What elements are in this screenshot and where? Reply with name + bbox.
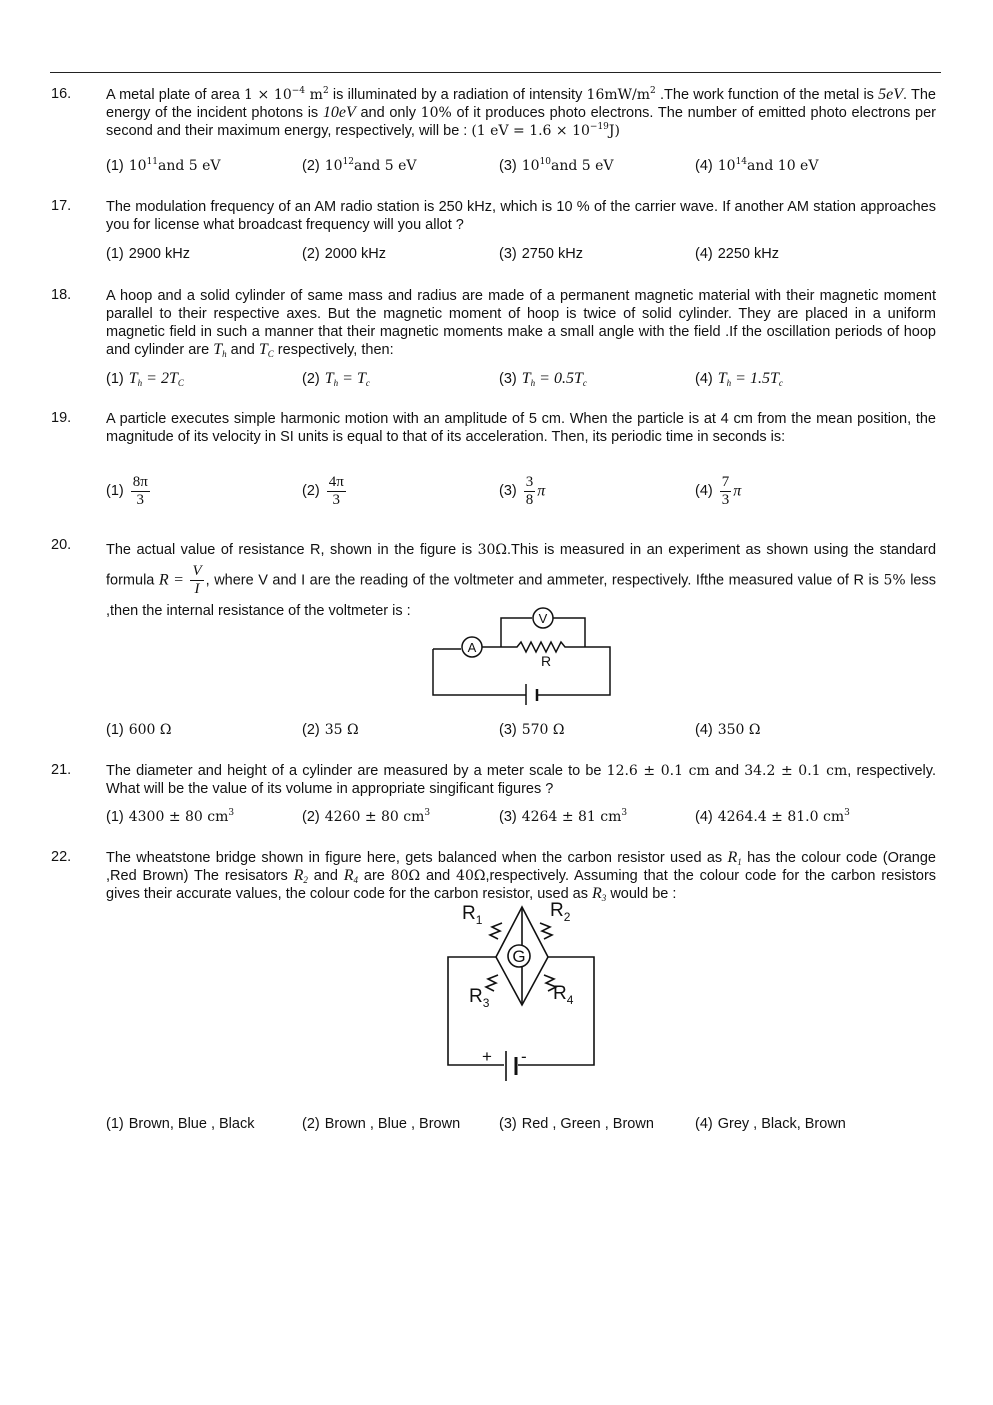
question-text: A particle executes simple harmonic motion with an amplitude of 5 cm. When the particle is at 4 cm from the mean position, the magnitude of its velocity in SI units is equal to that of its acceleration. Then, its periodic time in seconds is: <box>106 411 936 445</box>
option-2[interactable]: (2) 4260 ± 80 $cm^3$ <box>302 808 431 825</box>
resistor-r1-zigzag <box>490 923 502 939</box>
option-4[interactable]: (4) $T_h = 1.5T_c$ <box>695 370 783 388</box>
option-3[interactable]: (3) $10^{10}and$ 5 eV <box>499 157 614 174</box>
question-text: A hoop and a solid cylinder of same mass and radius are made of a permanent magnetic material with their magnetic moment parallel to their respective axes. But the magnetic moment of hoop is twice of solid cylinder. They are placed in a uniform magnetic field in such a manner that their magnetic moments make a small angle with the field .If the oscillation periods of hoop and cylinder are $T_h$ and $T_C$ respectively, then: <box>106 288 936 359</box>
option-1[interactable]: (1) $\frac{8\pi}{3}$ <box>106 474 148 508</box>
option-4[interactable]: (4) $10^{14}and$ 10 eV <box>695 157 819 174</box>
option-3[interactable]: (3) Red , Green , Brown <box>499 1116 654 1132</box>
label-minus: - <box>521 1047 527 1066</box>
option-4[interactable]: (4) 350 Ω <box>695 722 761 738</box>
options <box>106 1116 936 1140</box>
option-2[interactable]: (2) $T_h = T_c$ <box>302 370 370 388</box>
voltmeter-label: V <box>538 611 548 626</box>
label-plus: + <box>482 1047 492 1066</box>
option-1[interactable]: (1) $T_h = 2T_C$ <box>106 370 184 388</box>
option-1[interactable]: (1) 600 Ω <box>106 722 172 738</box>
option-4[interactable]: (4) $\frac{7}{3}$ π <box>695 474 742 508</box>
wire <box>433 649 526 695</box>
question-text: A metal plate of area $1 \times 10^{-4}$ $m^2$ is illuminated by a radiation of intensity $16mW/m^2$ .The work function of the metal is 5eV. The energy of the incident photons is 10eV and only 10% of it produces photo electrons. The number of emitted photo electrons per second and their maximum energy, respectively, will be : (1 eV = $1.6 \times 10^{-19}J$) <box>106 86 937 139</box>
question-text: The modulation frequency of an AM radio station is 250 kHz, which is 10 % of the carrier wave. If another AM station approaches you for license what broadcast frequency will you allot ? <box>106 199 936 233</box>
options <box>106 158 936 182</box>
wire-right <box>518 957 594 1065</box>
wire <box>501 618 532 647</box>
question-text: The actual value of resistance R, shown in the figure is 30Ω.This is measured in an experiment as shown using the standard formula R = $\frac{V}{I}$ , where V and I are the reading of the voltmeter and ammeter, respectively. Ifthe measured value of R is 5% less ,then the internal resistance of the voltmeter is : <box>106 542 937 619</box>
question-number: 21. <box>51 762 72 778</box>
options <box>106 370 936 394</box>
ammeter-label: A <box>467 640 477 655</box>
option-3[interactable]: (3) $\frac{3}{8}$ π <box>499 474 546 508</box>
options <box>106 809 936 833</box>
question-number: 18. <box>51 287 72 303</box>
options <box>106 474 936 516</box>
options <box>106 722 936 746</box>
question-number: 19. <box>51 410 72 426</box>
voltmeter-ammeter-circuit-diagram <box>425 605 620 705</box>
option-4[interactable]: (4) 4264.4 ± 81.0 $cm^3$ <box>695 808 850 825</box>
option-2[interactable]: (2) Brown , Blue , Brown <box>302 1116 461 1132</box>
option-1[interactable]: (1) $10^{11}and$ 5 eV <box>106 157 221 174</box>
option-1[interactable]: (1) 4300 ± 80 $cm^3$ <box>106 808 235 825</box>
question-text: The wheatstone bridge shown in figure here, gets balanced when the carbon resistor used as $R_1$ has the colour code (Orange ,Red Brown) The resisators $R_2$ and $R_4$ are 80Ω and 40Ω,respectively. Assuming that the colour code for the carbon resistors gives their accurate values, the colour code for the carbon resistor, used as $R_3$ would be : <box>106 849 937 903</box>
question-number: 20. <box>51 537 72 553</box>
label-r3: $R_3$ <box>469 986 490 1010</box>
option-4[interactable]: (4) Grey , Black, Brown <box>695 1116 846 1132</box>
resistor-label: R <box>540 653 552 669</box>
resistor-r3-zigzag <box>486 975 498 991</box>
wire <box>553 618 585 647</box>
resistor-zigzag <box>501 642 585 652</box>
option-2[interactable]: (2) 2000 kHz <box>302 246 386 262</box>
option-2[interactable]: (2) $\frac{4\pi}{3}$ <box>302 474 344 508</box>
option-3[interactable]: (3) 4264 ± 81 $cm^3$ <box>499 808 628 825</box>
label-galvanometer: G <box>512 947 526 966</box>
option-1[interactable]: (1) 2900 kHz <box>106 246 190 262</box>
option-1[interactable]: (1) Brown, Blue , Black <box>106 1116 255 1132</box>
label-r4: $R_4$ <box>553 983 574 1007</box>
option-2[interactable]: (2) 35 Ω <box>302 722 359 738</box>
option-3[interactable]: (3) 570 Ω <box>499 722 565 738</box>
question-number: 22. <box>51 849 72 865</box>
option-4[interactable]: (4) 2250 kHz <box>695 246 779 262</box>
question-number: 17. <box>51 198 72 214</box>
options <box>106 246 936 270</box>
label-r2: $R_2$ <box>550 900 571 924</box>
wheatstone-bridge-diagram <box>440 899 605 1089</box>
top-rule <box>50 72 941 73</box>
question-number: 16. <box>51 86 72 102</box>
wire-left <box>448 957 504 1065</box>
option-3[interactable]: (3) $T_h = 0.5T_c$ <box>499 370 587 388</box>
option-3[interactable]: (3) 2750 kHz <box>499 246 583 262</box>
option-2[interactable]: (2) $10^{12}and$ 5 eV <box>302 157 417 174</box>
question-text: The diameter and height of a cylinder are measured by a meter scale to be 12.6 ± 0.1 cm and 34.2 ± 0.1 cm, respectively. What will be the value of its volume in appropriate singificant figures ? <box>106 763 936 797</box>
resistor-r2-zigzag <box>540 923 552 939</box>
label-r1: $R_1$ <box>462 903 483 927</box>
